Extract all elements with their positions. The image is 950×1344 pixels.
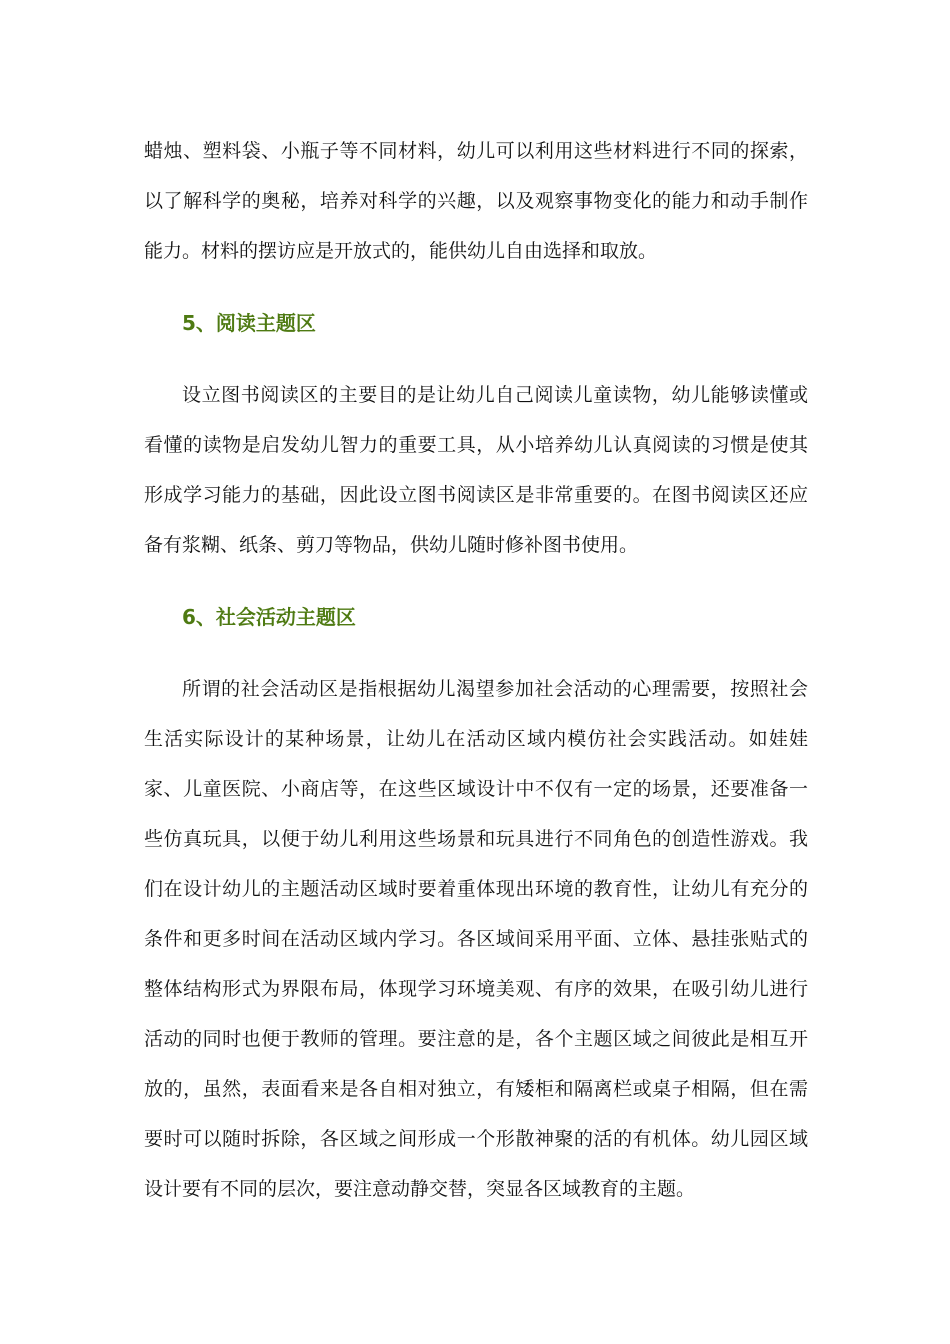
spacer [144,642,808,664]
section-heading-reading-area: 5、阅读主题区 [182,311,316,335]
section-heading-social-activity-area: 6、社会活动主题区 [182,605,356,629]
paragraph-science-materials: 蜡烛、塑料袋、小瓶子等不同材料，幼儿可以利用这些材料进行不同的探索，以了解科学的奥秘，培养对科学的兴趣，以及观察事物变化的能力和动手制作能力。材料的摆访应是开放式的，能供幼儿自由选择和取放。 [144,140,808,262]
paragraph-reading-area: 设立图书阅读区的主要目的是让幼儿自己阅读儿童读物，幼儿能够读懂或看懂的读物是启发幼儿智力的重要工具，从小培养幼儿认真阅读的习惯是使其形成学习能力的基础，因此设立图书阅读区是非常重要的。在图书阅读区还应备有浆糊、纸条、剪刀等物品，供幼儿随时修补图书使用。 [144,384,808,556]
paragraph-social-activity-area: 所谓的社会活动区是指根据幼儿渴望参加社会活动的心理需要，按照社会生活实际设计的某种场景，让幼儿在活动区域内模仿社会实践活动。如娃娃家、儿童医院、小商店等，在这些区域设计中不仅有一定的场景，还要准备一些仿真玩具，以便于幼儿利用这些场景和玩具进行不同角色的创造性游戏。我们在设计幼儿的主题活动区域时要着重体现出环境的教育性，让幼儿有充分的条件和更多时间在活动区域内学习。各区域间采用平面、立体、悬挂张贴式的整体结构形式为界限布局，体现学习环境美观、有序的效果，在吸引幼儿进行活动的同时也便于教师的管理。要注意的是，各个主题区域之间彼此是相互开放的，虽然，表面看来是各自相对独立，有矮柜和隔离栏或桌子相隔，但在需要时可以随时拆除，各区域之间形成一个形散神聚的活的有机体。幼儿园区域设计要有不同的层次，要注意动静交替，突显各区域教育的主题。 [144,678,808,1200]
document-page [144,126,808,1214]
spacer [144,348,808,370]
spacer [144,570,808,592]
spacer [144,276,808,298]
